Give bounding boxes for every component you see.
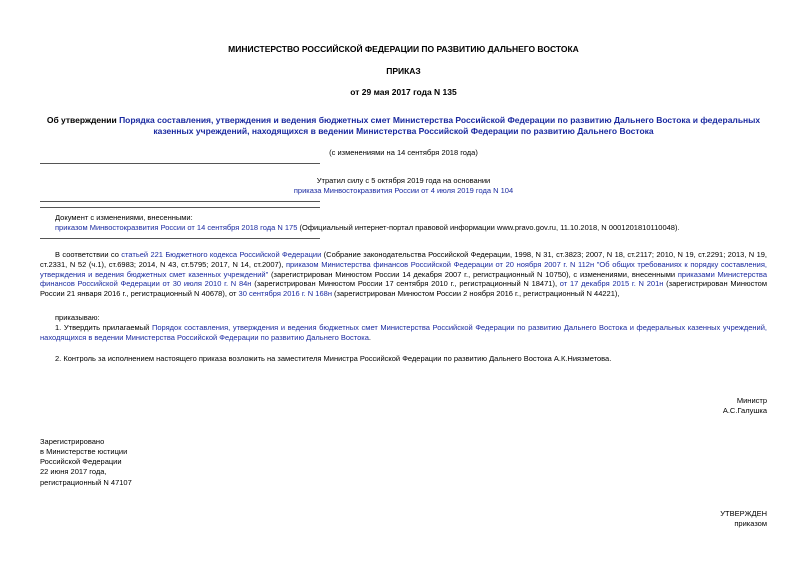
approved-label: УТВЕРЖДЕН — [720, 509, 767, 518]
divider — [40, 163, 320, 164]
amended-line — [55, 223, 775, 233]
orders-word: приказываю: — [55, 313, 100, 322]
changes-note: (с изменениями на 14 сентября 2018 года) — [329, 148, 478, 157]
link-budget-code[interactable]: статьей 221 Бюджетного кодекса Российской Федерации — [121, 250, 322, 259]
preamble-text: (зарегистрирован Минюстом России 2 ноября 2016 г., регистрационный N 44221), — [331, 289, 620, 298]
registration-line: Российской Федерации — [40, 457, 122, 467]
link-minfin-order-112n[interactable]: приказом Министерства финансов Российской Федерации от 20 ноября 2007 г. N 112н "Об общих требованиях к порядку составления, утверждения и ведения бюджетных смет казенных учреждений" — [40, 259, 767, 279]
preamble-paragraph — [40, 250, 767, 299]
preamble-text: (зарегистрирован Минюстом России 14 декабря 2007 г., регистрационный N 10750), с изменениями, внесенными — [268, 269, 678, 279]
amended-rest: (Официальный интернет-портал правовой информации www.pravo.gov.ru, 11.10.2018, N 0001201810110048). — [297, 223, 680, 232]
link-order-201n[interactable]: от 17 декабря 2015 г. N 201н — [559, 279, 664, 289]
order-item-1 — [40, 323, 767, 343]
doc-date-number: от 29 мая 2017 года N 135 — [350, 87, 457, 97]
divider — [40, 238, 320, 239]
lost-force-link[interactable]: приказа Минвостокразвития России от 4 июля 2019 года N 104 — [293, 186, 514, 195]
preamble-text: (зарегистрирован Минюстом России 21 января 2016 г., регистрационный N 40678), от — [40, 279, 768, 298]
registration-line: Зарегистрировано — [40, 437, 105, 446]
link-procedure[interactable]: Порядок составления, утверждения и ведения бюджетных смет Министерства Российской Федерации по развитию Дальнего Востока и федеральных казенных учреждений, находящихся в ведении Министерства Российской Федерации по развитию Дальнего Востока — [40, 323, 767, 342]
signature-name: А.С.Галушка — [722, 406, 767, 415]
ministry-heading: МИНИСТЕРСТВО РОССИЙСКОЙ ФЕДЕРАЦИИ ПО РАЗВИТИЮ ДАЛЬНЕГО ВОСТОКА — [228, 44, 579, 54]
document-title — [40, 115, 767, 138]
signature-position: Министр — [736, 396, 767, 405]
doc-type-heading: ПРИКАЗ — [386, 66, 421, 76]
registration-line: 22 июня 2017 года, — [40, 467, 107, 477]
amended-label: Документ с изменениями, внесенными: — [55, 213, 193, 222]
title-prefix: Об утверждении — [46, 115, 120, 125]
registration-line: регистрационный N 47107 — [40, 477, 132, 487]
item-text: . — [368, 332, 372, 342]
divider — [40, 207, 320, 208]
lost-force-text: Утратил силу с 5 октября 2019 года на основании — [316, 176, 491, 185]
amended-link[interactable]: приказом Минвостокразвития России от 14 сентября 2018 года N 175 — [55, 223, 298, 232]
link-minfin-order-84n[interactable]: приказами Министерства финансов Российской Федерации от 30 июля 2010 г. N 84н — [40, 269, 767, 289]
preamble-text: (зарегистрирован Минюстом России 17 сентября 2010 г., регистрационный N 18471), — [251, 279, 560, 289]
preamble-text: В соответствии со — [55, 250, 122, 259]
title-link[interactable]: Порядка составления, утверждения и ведения бюджетных смет Министерства Российской Федерации по развитию Дальнего Востока и федеральных казенных учреждений, находящихся в ведении Министерства Российской Федерации по развитию Дальнего Востока — [119, 115, 761, 137]
item-text: 1. Утвердить прилагаемый — [55, 323, 152, 332]
registration-line: в Министерстве юстиции — [40, 447, 128, 457]
divider — [40, 201, 320, 202]
preamble-text: (Собрание законодательства Российской Федерации, 1998, N 31, ст.3823; 2007, N 18, ст.2117; 2010, N 19, ст.2291; 2013, N 19, ст.2331, N 52 (ч.1), ст.6983; 2014, N 43, ст.5795; 2017, N 14, ст.2007), — [40, 250, 767, 269]
registration-block — [40, 437, 132, 488]
order-item-2: 2. Контроль за исполнением настоящего приказа возложить на заместителя Министра Российской Федерации по развитию Дальнего Востока А.К.Ниязметова. — [55, 354, 612, 363]
approved-by: приказом — [734, 519, 767, 528]
link-order-168n[interactable]: 30 сентября 2016 г. N 168н — [238, 289, 332, 298]
